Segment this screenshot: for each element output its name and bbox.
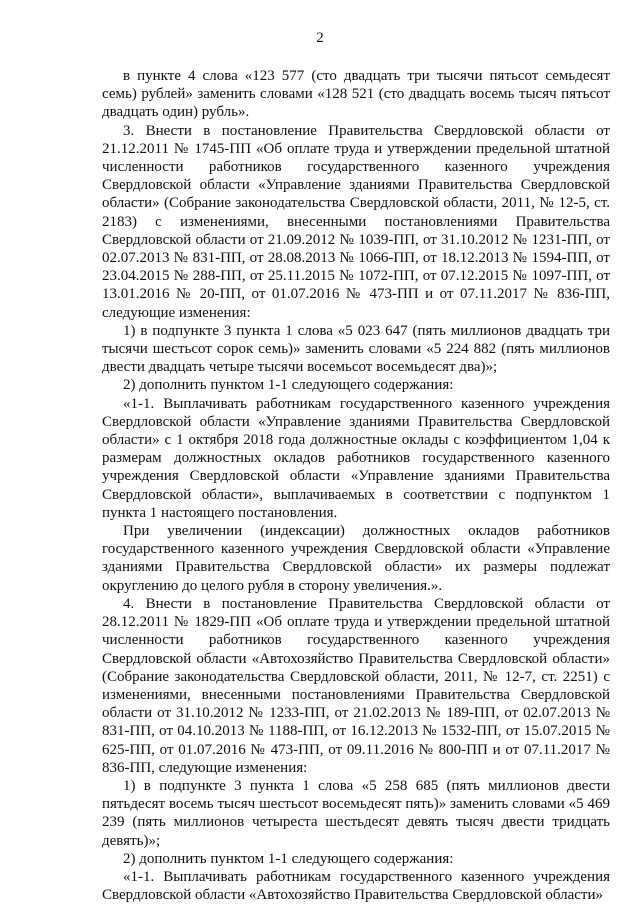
paragraph-section-3-sub-2: 2) дополнить пунктом 1-1 следующего содержания: (123, 377, 454, 394)
paragraph-section-4-clause-1-1: «1-1. Выплачивать работникам государственного казенного учреждения Свердловской области «Автохозяйство Правительства Свердловской области» (102, 868, 610, 904)
paragraph-section-3-clause-1-1: «1-1. Выплачивать работникам государственного казенного учреждения Свердловской области «Управление зданиями Правительства Свердловской области» с 1 октября 2018 года должностные оклады с коэффициентом 1,04 к размерам должностных окладов работников государственного казенного учреждения Свердловской области «Управление зданиями Правительства Свердловской области», выплачиваемых в соответствии с подпунктом 1 пункта 1 настоящего постановления. (102, 395, 610, 521)
paragraph-section-3-indexation: При увеличении (индексации) должностных окладов работников государственного казенного учреждения Свердловской области «Управление зданиями Правительства Свердловской области» их размеры подлежат округлению до целого рубля в сторону увеличения.». (102, 523, 610, 594)
paragraph-item-4-amount-replacement: в пункте 4 слова «123 577 (сто двадцать три тысячи пятьсот семьдесят семь) рублей» заменить словами «128 521 (сто двадцать восемь тысяч пятьсот двадцать один) рубль». (102, 68, 610, 121)
paragraph-section-4-sub-2: 2) дополнить пунктом 1-1 следующего содержания: (123, 850, 454, 867)
document-body (102, 67, 610, 904)
paragraph-section-3-sub-1: 1) в подпункте 3 пункта 1 слова «5 023 647 (пять миллионов двадцать три тысячи шестьсот сорок семь)» заменить словами «5 224 882 (пять миллионов двести двадцать четыре тысячи восемьсот восемьдесят два)»; (102, 322, 610, 376)
page-number: 2 (316, 30, 324, 46)
paragraph-section-4-sub-1: 1) в подпункте 3 пункта 1 слова «5 258 685 (пять миллионов двести пятьдесят восемь тысяч шестьсот восемьдесят пять)» заменить словами «5 469 239 (пять миллионов четыреста шестьдесят девять тысяч двести тридцать девять)»; (102, 777, 610, 849)
paragraph-section-4-intro: 4. Внести в постановление Правительства Свердловской области от 28.12.2011 № 1829-ПП «Об оплате труда и утверждении предельной штатной численности работников государственного казенного учреждения Свердловской области «Автохозяйство Правительства Свердловской области» (Собрание законодательства Свердловской области, 2011, № 12-7, ст. 2251) с изменениями, внесенными постановлениями Правительства Свердловской области от 31.10.2012 № 1233-ПП, от 21.02.2013 № 189-ПП, от 02.07.2013 № 831-ПП, от 04.10.2013 № 1188-ПП, от 16.12.2013 № 1532-ПП, от 15.07.2015 № 625-ПП, от 01.07.2016 № 473-ПП, от 09.11.2016 № 800-ПП и от 07.11.2017 № 836-ПП, следующие изменения: (102, 595, 610, 776)
paragraph-section-3-intro: 3. Внести в постановление Правительства Свердловской области от 21.12.2011 № 1745-ПП «Об оплате труда и утверждении предельной штатной численности работников государственного казенного учреждения Свердловской области «Управление зданиями Правительства Свердловской области» (Собрание законодательства Свердловской области, 2011, № 12-5, ст. 2183) с изменениями, внесенными постановлениями Правительства Свердловской области от 21.09.2012 № 1039-ПП, от 31.10.2012 № 1231-ПП, от 02.07.2013 № 831-ПП, от 28.08.2013 № 1066-ПП, от 18.12.2013 № 1594-ПП, от 23.04.2015 № 288-ПП, от 25.11.2015 № 1072-ПП, от 07.12.2015 № 1097-ПП, от 13.01.2016 № 20-ПП, от 01.07.2016 № 473-ПП и от 07.11.2017 № 836-ПП, следующие изменения: (102, 122, 610, 321)
